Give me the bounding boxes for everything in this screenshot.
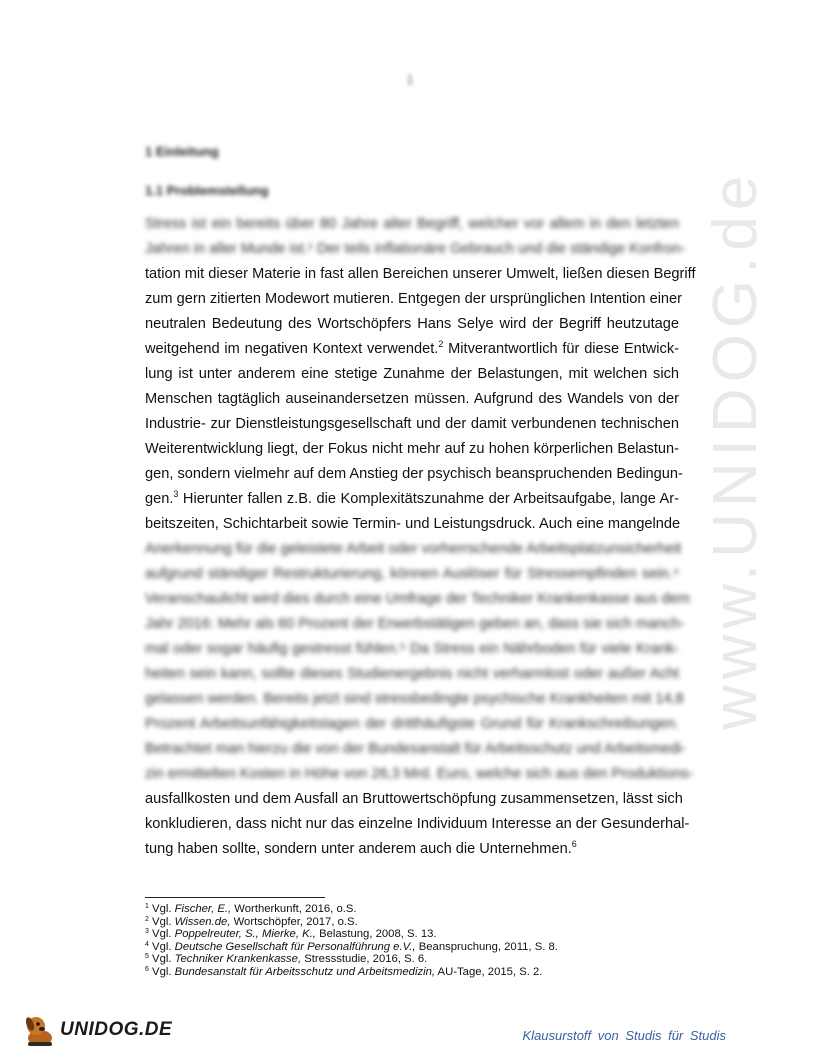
footnote-author: Techniker Krankenkasse, [174, 953, 302, 965]
body-line-text: heiten sein kann, sollte dieses Studienergebnis nicht verharmlost oder außer Acht [145, 666, 679, 682]
body-line [145, 787, 683, 812]
body-line [145, 562, 679, 587]
body-line [145, 612, 685, 637]
body-line-text: Menschen tagtäglich auseinandersetzen müssen. Aufgrund des Wandels von der [145, 391, 679, 407]
body-line [145, 812, 690, 837]
body-line-text: mal oder sogar häufig gestresst fühlen.⁵ Da Stress ein Nährboden für viele Krank- [145, 641, 679, 657]
footnote-author: Deutsche Gesellschaft für Personalführung e.V., [174, 940, 416, 953]
footnote-prefix: Vgl. [148, 915, 175, 928]
body-line [145, 362, 679, 387]
body-line-text-after: Hierunter fallen z.B. die Komplexitätszunahme der Arbeitsaufgabe, lange Ar- [178, 491, 679, 507]
body-line-text: Prozent Arbeitsunfähigkeitstagen der dritthäufigste Grund für Krankschreibungen. [145, 716, 679, 732]
body-line [145, 537, 682, 562]
body-line-text: Betrachtet man hierzu die von der Bundesanstalt für Arbeitsschutz und Arbeitsmedi- [145, 741, 687, 757]
footnote-item [145, 953, 558, 966]
body-line-text: Weiterentwicklung liegt, der Fokus nicht mehr auf zu hohen körperlichen Belastun- [145, 441, 679, 457]
body-line [145, 737, 687, 762]
heading-problemstellung: 1.1 Problemstellung [145, 183, 269, 198]
footnote-item [145, 928, 558, 941]
footnote-source: Beanspruchung, 2011, S. 8. [415, 940, 558, 953]
body-line-text: tung haben sollte, sondern unter anderem auch die Unternehmen. [145, 841, 572, 857]
body-line [145, 637, 679, 662]
body-line [145, 212, 679, 237]
heading-einleitung: 1 Einleitung [145, 144, 219, 159]
watermark: www.UNIDOG.de [701, 169, 770, 730]
body-line-text: Anerkennung für die geleistete Arbeit oder vorherrschende Arbeitsplatzunsicherheit [145, 541, 682, 557]
body-line-text: zin ermittelten Kosten in Höhe von 26,3 Mrd. Euro, welche sich aus den Produktions- [145, 766, 694, 782]
footnote-prefix: Vgl. [148, 965, 175, 978]
body-line-text: Jahr 2016: Mehr als 60 Prozent der Erwerbstätigen geben an, dass sie sich manch- [145, 616, 685, 632]
footnote-item [145, 941, 558, 954]
footnote-prefix: Vgl. [148, 903, 175, 915]
body-line-text: gen, sondern vielmehr auf dem Anstieg der psychisch beanspruchenden Bedingun- [145, 466, 683, 482]
body-line [145, 437, 679, 462]
body-line-text: Jahren in aller Munde ist.¹ Der teils inflationäre Gebrauch und die ständige Konfron- [145, 241, 686, 257]
footnote-reference: 2 [438, 339, 444, 349]
footnotes [145, 903, 558, 978]
footnote-prefix: Vgl. [148, 928, 175, 940]
footnote-item [145, 903, 558, 916]
footnote-prefix: Vgl. [148, 953, 175, 965]
body-line-text: Veranschaulicht wird dies durch eine Umfrage der Techniker Krankenkasse aus dem [145, 591, 690, 607]
footnote-number: 5 [145, 953, 149, 960]
footnote-number: 4 [145, 940, 149, 948]
footnote-number: 6 [145, 965, 149, 973]
body-line [145, 762, 694, 787]
footnote-item [145, 916, 558, 929]
footnote-item [145, 966, 558, 979]
body-line [145, 712, 679, 737]
footnote-source: Wortschöpfer, 2017, o.S. [230, 915, 358, 928]
dog-mascot-icon [22, 1012, 58, 1048]
footnote-source: Stressstudie, 2016, S. 6. [301, 953, 428, 965]
body-line [145, 412, 679, 437]
body-text [145, 212, 696, 862]
body-line-text: beitszeiten, Schichtarbeit sowie Termin- und Leistungsdruck. Auch eine mangelnde [145, 516, 681, 532]
page-number: 1 [406, 72, 414, 87]
footnote-number: 3 [145, 928, 149, 935]
body-line-text: weitgehend im negativen Kontext verwendet. [145, 341, 439, 357]
body-line-text: neutralen Bedeutung des Wortschöpfers Hans Selye wird der Begriff heutzutage [145, 316, 679, 332]
body-line [145, 312, 679, 337]
body-line-text: konkludieren, dass nicht nur das einzelne Individuum Interesse an der Gesunderhal- [145, 816, 690, 832]
body-line-text: zum gern zitierten Modewort mutieren. Entgegen der ursprünglichen Intention einer [145, 291, 683, 307]
unidog-logo[interactable] [22, 1012, 172, 1048]
footnote-author: Poppelreuter, S., Mierke, K., [174, 928, 316, 940]
footnote-separator [145, 897, 325, 898]
body-line-text: Stress ist ein bereits über 80 Jahre alter Begriff, welcher vor allem in den letzten [145, 216, 679, 232]
body-line [145, 837, 679, 862]
footer-tagline: Klausurstoff von Studis für Studis [522, 1028, 726, 1043]
footnote-source: AU-Tage, 2015, S. 2. [435, 965, 543, 978]
body-line [145, 687, 684, 712]
body-line [145, 287, 683, 312]
footnote-author: Bundesanstalt für Arbeitsschutz und Arbeitsmedizin, [174, 965, 436, 978]
footnote-prefix: Vgl. [148, 940, 175, 953]
body-line [145, 337, 679, 362]
body-line-text: gelassen werden. Bereits jetzt sind stressbedingte psychische Krankheiten mit 14,8 [145, 691, 684, 707]
body-line-text: aufgrund ständiger Restrukturierung, können Auslöser für Stressempfinden sein.⁴ [145, 566, 679, 582]
footnote-author: Wissen.de, [174, 915, 231, 928]
body-line-text: lung ist unter anderem eine stetige Zunahme der Belastungen, mit welchen sich [145, 366, 679, 382]
body-line-text-after: Mitverantwortlich für diese Entwick- [443, 341, 679, 357]
body-line [145, 262, 696, 287]
body-line [145, 237, 686, 262]
footnote-reference: 3 [173, 489, 179, 499]
body-line-text: Industrie- zur Dienstleistungsgesellschaft und der damit verbundenen technischen [145, 416, 679, 432]
footnote-reference: 6 [571, 839, 577, 849]
footnote-number: 2 [145, 915, 149, 923]
body-line [145, 587, 690, 612]
logo-text: UNIDOG.DE [60, 1019, 173, 1040]
body-line [145, 487, 679, 512]
footnote-source: Wortherkunft, 2016, o.S. [231, 903, 357, 915]
body-line [145, 512, 679, 537]
body-line-text: gen. [145, 491, 174, 507]
footnote-number: 1 [145, 903, 149, 910]
body-line [145, 662, 679, 687]
body-line [145, 462, 683, 487]
footnote-author: Fischer, E., [174, 903, 232, 915]
body-line [145, 387, 679, 412]
body-line-text: tation mit dieser Materie in fast allen Bereichen unserer Umwelt, ließen diesen Begriff [145, 266, 696, 282]
footnote-source: Belastung, 2008, S. 13. [315, 928, 437, 940]
body-line-text: ausfallkosten und dem Ausfall an Bruttowertschöpfung zusammensetzen, lässt sich [145, 791, 683, 807]
